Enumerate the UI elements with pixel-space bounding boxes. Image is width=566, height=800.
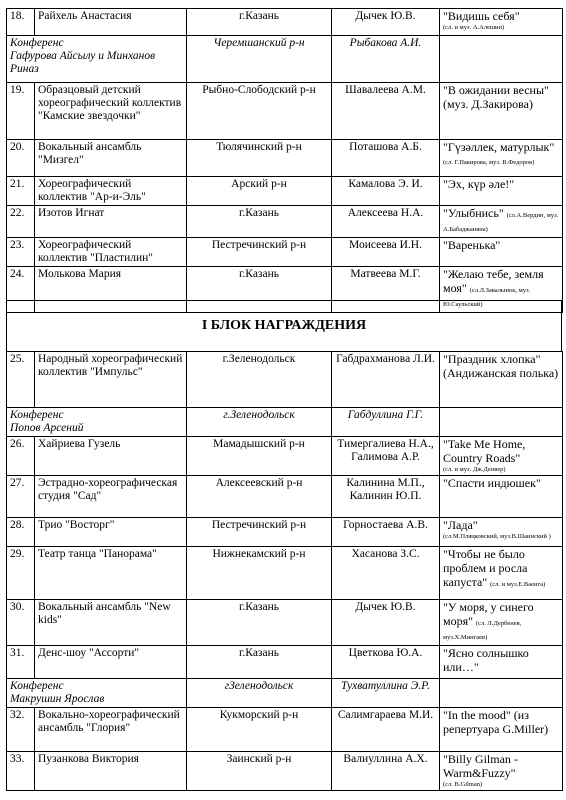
table-row bbox=[7, 752, 563, 791]
table-row bbox=[7, 9, 563, 36]
participant-name: Хореографический коллектив "Пластилин" bbox=[35, 238, 187, 267]
row-number: 21. bbox=[7, 177, 35, 206]
table-row bbox=[7, 352, 563, 408]
teacher: Цветкова Ю.А. bbox=[332, 646, 440, 679]
teacher: Поташова А.Б. bbox=[332, 140, 440, 177]
row-number: 26. bbox=[7, 437, 35, 476]
table-row bbox=[7, 83, 563, 140]
song-title: "Видишь себя" bbox=[443, 9, 520, 23]
song-title: "In the mood" (из репертуара G.Miller) bbox=[443, 708, 549, 736]
conference-row bbox=[7, 36, 563, 83]
song-title: "Гүзәллек, матурлык" bbox=[443, 140, 555, 154]
table-row bbox=[7, 547, 563, 600]
row-number: 31. bbox=[7, 646, 35, 679]
district: Алексеевский р-н bbox=[187, 476, 332, 518]
conference-names: Гафурова Айсылу и Минханов Риназ bbox=[10, 50, 156, 75]
teacher: Габдуллина Г.Г. bbox=[332, 408, 440, 437]
song-title: "Чтобы не было проблем и росла капуста" bbox=[443, 547, 528, 589]
song-title: "Желаю тебе, земля моя" bbox=[443, 267, 544, 295]
program-table-2 bbox=[6, 351, 563, 791]
teacher: Алексеева Н.А. bbox=[332, 206, 440, 238]
song-title: "Праздник хлопка" (Андижанская полька) bbox=[443, 352, 559, 380]
song-cell bbox=[440, 206, 563, 238]
participant-name: Денс-шоу "Ассорти" bbox=[35, 646, 187, 679]
song-credits: (сл.М.Пляцковский, муз.В.Шаинский ) bbox=[443, 533, 551, 540]
district: Черемшанский р-н bbox=[187, 36, 332, 83]
song-credits: (сл. B.Gilman) bbox=[443, 781, 483, 788]
teacher: Валиуллина А.Х. bbox=[332, 752, 440, 791]
empty-cell bbox=[440, 679, 563, 708]
song-credits: (сл. Л.Дербенев, муз.Х.Мингаев) bbox=[443, 620, 522, 641]
participant-name: Пузанкова Виктория bbox=[35, 752, 187, 791]
conference-hosts bbox=[7, 679, 187, 708]
participant-name: Образцовый детский хореографический коллектив "Камские звездочки" bbox=[35, 83, 187, 140]
teacher: Дычек Ю.В. bbox=[332, 9, 440, 36]
song-title: "Billy Gilman - Warm&Fuzzy" bbox=[443, 752, 518, 780]
participant-name: Вокально-хореографический ансамбль "Глория" bbox=[35, 708, 187, 752]
district: Кукморский р-н bbox=[187, 708, 332, 752]
song-title: "Спасти индюшек" bbox=[443, 476, 541, 490]
conference-row bbox=[7, 408, 563, 437]
conference-names: Макрушин Ярослав bbox=[10, 693, 105, 705]
participant-name: Вокальный ансамбль "New kids" bbox=[35, 600, 187, 646]
song-cell bbox=[440, 83, 563, 140]
song-title: "Эх, күр әле!" bbox=[443, 177, 515, 191]
song-cell bbox=[440, 238, 563, 267]
empty-cell bbox=[440, 408, 563, 437]
district: г.Казань bbox=[187, 9, 332, 36]
participant-name: Эстрадно-хореографическая студия "Сад" bbox=[35, 476, 187, 518]
district: Пестречинский р-н bbox=[187, 518, 332, 547]
participant-name: Молькова Мария bbox=[35, 267, 187, 313]
table-row bbox=[7, 206, 563, 238]
song-title: "Лада" bbox=[443, 518, 478, 532]
song-credits: (сл. Г.Пакирова, муз. В.Федоров) bbox=[443, 159, 535, 166]
song-cell bbox=[440, 708, 563, 752]
conference-names: Попов Арсений bbox=[10, 422, 84, 434]
participant-name: Райхель Анастасия bbox=[35, 9, 187, 36]
teacher: Дычек Ю.В. bbox=[332, 600, 440, 646]
teacher: Калинина М.П., Калинин Ю.П. bbox=[332, 476, 440, 518]
teacher: Шавалеева А.М. bbox=[332, 83, 440, 140]
row-number: 29. bbox=[7, 547, 35, 600]
conference-label: Конференс bbox=[10, 409, 64, 421]
row-number: 28. bbox=[7, 518, 35, 547]
song-credits: (сл.Л.Завальнюк, муз. Ю.Саульский) bbox=[443, 287, 531, 308]
participant-name: Изотов Игнат bbox=[35, 206, 187, 238]
table-row bbox=[7, 140, 563, 177]
row-number: 19. bbox=[7, 83, 35, 140]
teacher: Камалова Э. И. bbox=[332, 177, 440, 206]
district: Рыбно-Слободский р-н bbox=[187, 83, 332, 140]
table-row bbox=[7, 437, 563, 476]
row-number: 18. bbox=[7, 9, 35, 36]
teacher: Габдрахманова Л.И. bbox=[332, 352, 440, 408]
participant-name: Вокальный ансамбль "Мизгел" bbox=[35, 140, 187, 177]
song-credits: (сл. и муз. А.Алешин) bbox=[443, 24, 505, 31]
teacher: Моисеева И.Н. bbox=[332, 238, 440, 267]
song-credits: (сл.А.Вердин, муз. А.Бабаджаняна) bbox=[443, 212, 559, 233]
row-number: 23. bbox=[7, 238, 35, 267]
song-title: "Улыбнись" bbox=[443, 206, 504, 220]
district: г.Казань bbox=[187, 267, 332, 313]
participant-name: Театр танца "Панорама" bbox=[35, 547, 187, 600]
song-title: "Take Me Home, Country Roads" bbox=[443, 437, 526, 465]
district: г.Казань bbox=[187, 206, 332, 238]
participant-name: Хореографический коллектив "Ар-и-Эль" bbox=[35, 177, 187, 206]
song-cell bbox=[440, 476, 563, 518]
teacher: Тухватуллина Э.Р. bbox=[332, 679, 440, 708]
table-row bbox=[7, 708, 563, 752]
conference-hosts bbox=[7, 36, 187, 83]
participant-name: Народный хореографический коллектив "Импульс" bbox=[35, 352, 187, 408]
district: г.Зеленодольск bbox=[187, 352, 332, 408]
row-number: 25. bbox=[7, 352, 35, 408]
district: Нижнекамский р-н bbox=[187, 547, 332, 600]
song-cell bbox=[440, 437, 563, 476]
district: Пестречинский р-н bbox=[187, 238, 332, 267]
table-row bbox=[7, 518, 563, 547]
district: Заинский р-н bbox=[187, 752, 332, 791]
conference-row bbox=[7, 679, 563, 708]
song-cell bbox=[440, 140, 563, 177]
table-row bbox=[7, 238, 563, 267]
row-number: 33. bbox=[7, 752, 35, 791]
teacher: Хасанова З.С. bbox=[332, 547, 440, 600]
empty-cell bbox=[440, 36, 563, 83]
teacher: Салимгараева М.И. bbox=[332, 708, 440, 752]
table-row bbox=[7, 476, 563, 518]
table-row bbox=[7, 646, 563, 679]
song-cell bbox=[440, 752, 563, 791]
district: г.Казань bbox=[187, 600, 332, 646]
district: гЗеленодольск bbox=[187, 679, 332, 708]
row-number: 20. bbox=[7, 140, 35, 177]
song-title: "В ожидании весны" (муз. Д.Закирова) bbox=[443, 83, 549, 111]
table-row bbox=[7, 177, 563, 206]
participant-name: Трио "Восторг" bbox=[35, 518, 187, 547]
district: г.Казань bbox=[187, 646, 332, 679]
teacher: Горностаева А.В. bbox=[332, 518, 440, 547]
song-title: "Варенька" bbox=[443, 238, 501, 252]
district: Арский р-н bbox=[187, 177, 332, 206]
row-number: 24. bbox=[7, 267, 35, 313]
block-heading: I БЛОК НАГРАЖДЕНИЯ bbox=[6, 300, 562, 352]
song-credits: (сл. и муз. Дж.Денвер) bbox=[443, 466, 506, 473]
conference-label: Конференс bbox=[10, 680, 64, 692]
song-cell bbox=[440, 646, 563, 679]
song-title: "У моря, у синего моря" bbox=[443, 600, 534, 628]
table-row bbox=[7, 600, 563, 646]
district: Мамадышский р-н bbox=[187, 437, 332, 476]
song-cell bbox=[440, 600, 563, 646]
song-cell bbox=[440, 547, 563, 600]
conference-label: Конференс bbox=[10, 37, 64, 49]
district: Тюлячинский р-н bbox=[187, 140, 332, 177]
district: г.Зеленодольск bbox=[187, 408, 332, 437]
program-table-1 bbox=[6, 8, 563, 313]
teacher: Матвеева М.Г. bbox=[332, 267, 440, 313]
row-number: 27. bbox=[7, 476, 35, 518]
participant-name: Хайриева Гузель bbox=[35, 437, 187, 476]
song-cell bbox=[440, 352, 563, 408]
row-number: 32. bbox=[7, 708, 35, 752]
row-number: 22. bbox=[7, 206, 35, 238]
row-number: 30. bbox=[7, 600, 35, 646]
song-cell bbox=[440, 9, 563, 36]
song-credits: (сл. и муз.Е.Ваенга) bbox=[490, 581, 546, 588]
conference-hosts bbox=[7, 408, 187, 437]
song-title: "Ясно солнышко или…" bbox=[443, 646, 529, 674]
teacher: Рыбакова А.И. bbox=[332, 36, 440, 83]
teacher: Тимергалиева Н.А., Галимова А.Р. bbox=[332, 437, 440, 476]
song-cell bbox=[440, 177, 563, 206]
song-cell bbox=[440, 518, 563, 547]
